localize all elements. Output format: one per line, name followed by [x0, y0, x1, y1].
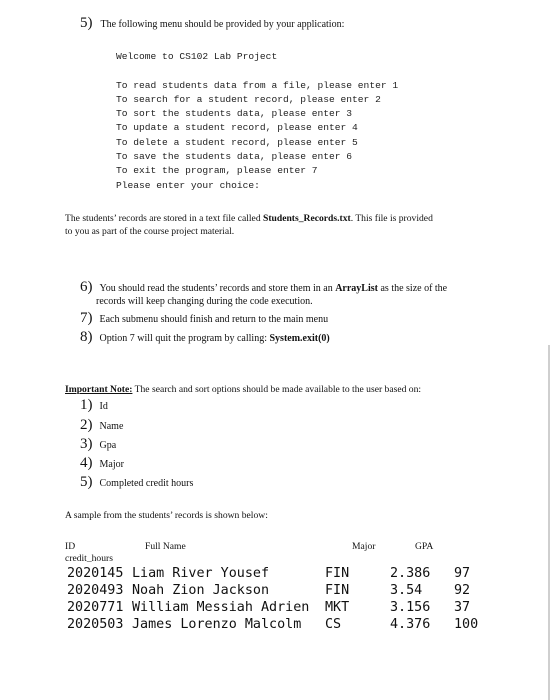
cell-major: FIN: [325, 583, 350, 598]
list-item-text: Completed credit hours: [99, 478, 194, 489]
list-item-text: Major: [99, 459, 124, 470]
cell-credit: 97: [454, 566, 471, 581]
list-item-number: 1): [80, 397, 93, 413]
important-note-text: The search and sort options should be made available to the user based on:: [132, 384, 422, 395]
menu-option: To update a student record, please enter 4: [116, 122, 358, 133]
menu-prompt: Please enter your choice:: [116, 180, 260, 191]
item-5-number: 5): [80, 15, 93, 31]
item-7-number: 7): [80, 310, 93, 326]
menu-option: To exit the program, please enter 7: [116, 165, 318, 176]
cell-credit: 92: [454, 583, 471, 598]
cell-name: Noah Zion Jackson: [132, 583, 270, 598]
item-8-number: 8): [80, 329, 93, 345]
list-item-number: 2): [80, 417, 93, 433]
list-item: [80, 396, 108, 414]
item-5-text: The following menu should be provided by your application:: [100, 19, 345, 30]
item-8-text: Option 7 will quit the program by calling: System.exit(0): [99, 333, 330, 344]
records-filename: Students_Records.txt: [263, 213, 351, 224]
item-7-text: Each submenu should finish and return to the main menu: [99, 314, 329, 325]
records-paragraph: [65, 212, 433, 238]
cell-id: 2020145: [67, 566, 124, 581]
item-8: [80, 328, 330, 346]
item-5-heading: [80, 14, 344, 32]
item-6-number: 6): [80, 279, 93, 295]
list-item-text: Id: [99, 401, 108, 412]
menu-welcome: Welcome to CS102 Lab Project: [116, 51, 278, 62]
header-id: ID: [65, 541, 76, 552]
cell-name: Liam River Yousef: [132, 566, 270, 581]
cell-id: 2020771: [67, 600, 124, 615]
cell-major: CS: [325, 617, 342, 632]
header-gpa: GPA: [415, 541, 434, 552]
menu-option: To read students data from a file, please enter 1: [116, 80, 399, 91]
cell-id: 2020493: [67, 583, 124, 598]
records-text: The students’ records are stored in a text file called: [65, 213, 264, 224]
cell-name: James Lorenzo Malcolm: [132, 617, 302, 632]
list-item: [80, 454, 124, 472]
cell-name: William Messiah Adrien: [132, 600, 310, 615]
list-item-number: 4): [80, 455, 93, 471]
list-item-text: Gpa: [99, 440, 117, 451]
cell-credit: 100: [454, 617, 479, 632]
important-note: [65, 383, 421, 396]
item-7: [80, 309, 328, 327]
item-6-text: You should read the students’ records and store them in an ArrayList as the size of the: [99, 283, 448, 294]
menu-option: To save the students data, please enter 6: [116, 151, 353, 162]
item-6: [80, 278, 447, 296]
list-item-number: 3): [80, 436, 93, 452]
header-major: Major: [352, 541, 376, 552]
menu-option: To search for a student record, please enter 2: [116, 94, 381, 105]
cell-gpa: 3.156: [390, 600, 431, 615]
records-text-line2: to you as part of the course project material.: [65, 226, 235, 237]
cell-gpa: 4.376: [390, 617, 431, 632]
item-6-text-line2: records will keep changing during the code execution.: [96, 296, 313, 307]
cell-credit: 37: [454, 600, 471, 615]
cell-major: FIN: [325, 566, 350, 581]
cell-gpa: 3.54: [390, 583, 423, 598]
records-text-after: . This file is provided: [350, 213, 433, 224]
header-full-name: Full Name: [145, 541, 186, 552]
list-item: [80, 435, 116, 453]
list-item: [80, 416, 123, 434]
sample-intro: A sample from the students’ records is shown below:: [65, 510, 268, 521]
cell-gpa: 2.386: [390, 566, 431, 581]
menu-option: To delete a student record, please enter 5: [116, 137, 358, 148]
list-item-number: 5): [80, 474, 93, 490]
menu-option: To sort the students data, please enter 3: [116, 108, 353, 119]
header-credit-hours: credit_hours: [65, 553, 113, 564]
list-item-text: Name: [99, 421, 124, 432]
cell-id: 2020503: [67, 617, 124, 632]
list-item: [80, 473, 193, 491]
important-note-label: Important Note:: [65, 384, 133, 395]
cell-major: MKT: [325, 600, 350, 615]
